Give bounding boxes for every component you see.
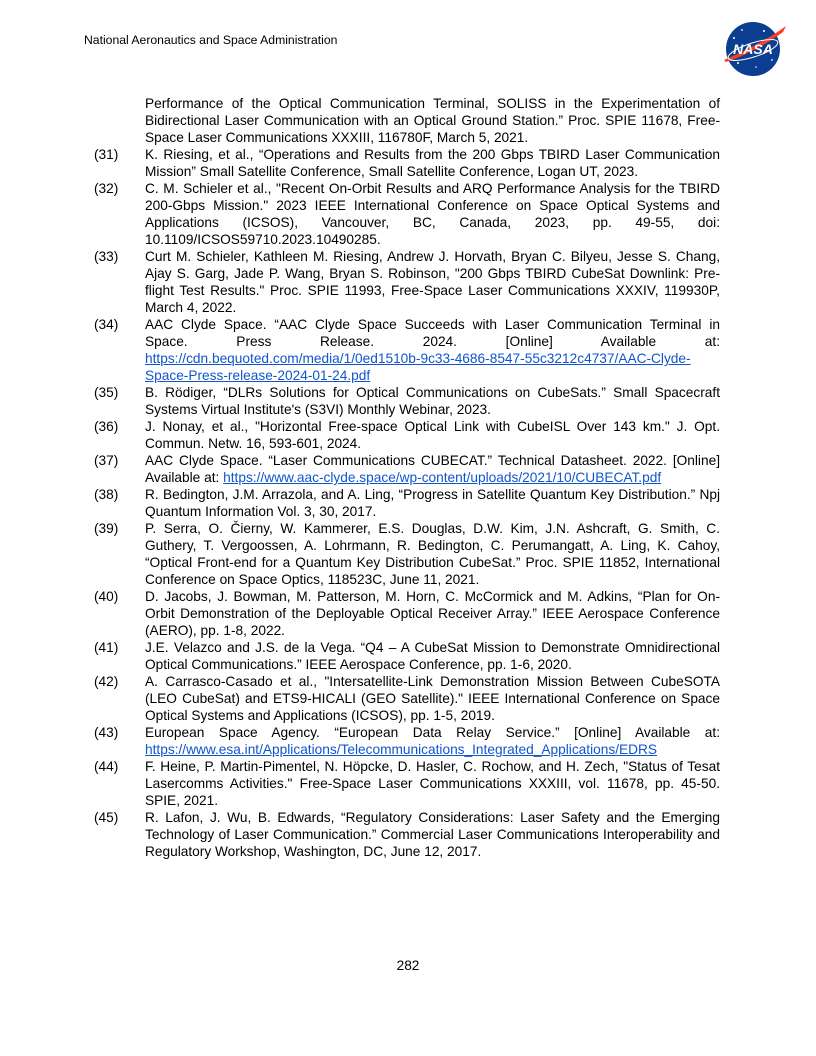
reference-text: R. Lafon, J. Wu, B. Edwards, “Regulatory Considerations: Laser Safety and the Emerging Technology of Laser Communication.” Commercial Laser Communications Interoperability and Regulatory Workshop, Washington, DC, June 12, 2017. bbox=[145, 810, 720, 859]
reference-number: (38) bbox=[94, 487, 119, 502]
reference-number: (37) bbox=[94, 453, 119, 468]
reference-text: J. Nonay, et al., "Horizontal Free-space Optical Link with CubeISL Over 143 km." J. Opt. Commun. Netw. 16, 593-601, 2024. bbox=[145, 419, 720, 451]
reference-item bbox=[94, 639, 720, 673]
reference-number: (34) bbox=[94, 317, 119, 332]
reference-number: (39) bbox=[94, 521, 119, 536]
reference-list bbox=[94, 95, 720, 860]
reference-text: P. Serra, O. Čierny, W. Kammerer, E.S. Douglas, D.W. Kim, J.N. Ashcraft, G. Smith, C. Guthery, T. Vergoossen, A. Lohrmann, R. Bedington, C. Perumangatt, A. Ling, K. Cahoy, “Optical Front-end for a Quantum Key Distribution CubeSat.” Proc. SPIE 11852, International Conference on Space Optics, 118523C, June 11, 2021. bbox=[145, 521, 720, 587]
reference-text: AAC Clyde Space. “Laser Communications CUBECAT.” Technical Datasheet. 2022. [Online] Available at: bbox=[145, 453, 720, 485]
reference-text: B. Rödiger, “DLRs Solutions for Optical Communications on CubeSats.” Small Spacecraft Systems Virtual Institute's (S3VI) Monthly Webinar, 2023. bbox=[145, 385, 720, 417]
reference-continuation bbox=[94, 95, 720, 146]
reference-number: (41) bbox=[94, 640, 119, 655]
reference-text: AAC Clyde Space. “AAC Clyde Space Succeeds with Laser Communication Terminal in Space. Press Release. 2024. [Online] Available at: bbox=[145, 317, 720, 349]
reference-text: A. Carrasco-Casado et al., "Intersatellite-Link Demonstration Mission Between CubeSOTA (LEO CubeSat) and ETS9-HICALI (GEO Satellite)." IEEE International Conference on Space Optical Systems and Applications (ICSOS), pp. 1-5, 2019. bbox=[145, 674, 720, 723]
reference-text: D. Jacobs, J. Bowman, M. Patterson, M. Horn, C. McCormick and M. Adkins, “Plan for On-Orbit Demonstration of the Deployable Optical Receiver Array.” IEEE Aerospace Conference (AERO), pp. 1-8, 2022. bbox=[145, 589, 720, 638]
reference-number: (36) bbox=[94, 419, 119, 434]
reference-text: R. Bedington, J.M. Arrazola, and A. Ling, “Progress in Satellite Quantum Key Distribution.” Npj Quantum Information Vol. 3, 30, 2017. bbox=[145, 487, 720, 519]
reference-number: (33) bbox=[94, 249, 119, 264]
reference-item bbox=[94, 809, 720, 860]
reference-number: (43) bbox=[94, 725, 119, 740]
reference-number: (44) bbox=[94, 759, 119, 774]
nasa-meatball-icon bbox=[720, 20, 788, 78]
reference-number: (40) bbox=[94, 589, 119, 604]
reference-item bbox=[94, 248, 720, 316]
reference-item bbox=[94, 758, 720, 809]
reference-item bbox=[94, 673, 720, 724]
logo-wordmark: NASA bbox=[733, 41, 773, 57]
reference-text: Performance of the Optical Communication Terminal, SOLISS in the Experimentation of Bidirectional Laser Communication with an Optical Ground Station.” Proc. SPIE 11678, Free-Space Laser Communications XXXIII, 116780F, March 5, 2021. bbox=[145, 96, 720, 145]
reference-number: (42) bbox=[94, 674, 119, 689]
reference-text: C. M. Schieler et al., "Recent On-Orbit Results and ARQ Performance Analysis for the TBIRD 200-Gbps Mission." 2023 IEEE International Conference on Space Optical Systems and Applications (ICSOS), Vancouver, BC, Canada, 2023, pp. 49-55, doi: 10.1109/ICSOS59710.2023.10490285. bbox=[145, 181, 720, 247]
reference-item bbox=[94, 520, 720, 588]
reference-item bbox=[94, 146, 720, 180]
reference-text: F. Heine, P. Martin-Pimentel, N. Höpcke, D. Hasler, C. Rochow, and H. Zech, "Status of Tesat Lasercomms Activities." Free-Space Laser Communications XXXIII, vol. 11678, pp. 45-50. SPIE, 2021. bbox=[145, 759, 720, 808]
reference-item bbox=[94, 588, 720, 639]
reference-number: (32) bbox=[94, 181, 119, 196]
reference-number: (35) bbox=[94, 385, 119, 400]
reference-item bbox=[94, 384, 720, 418]
reference-link[interactable]: https://www.esa.int/Applications/Telecommunications_Integrated_Applications/EDRS bbox=[145, 742, 658, 757]
reference-item bbox=[94, 486, 720, 520]
reference-item bbox=[94, 452, 720, 486]
reference-item bbox=[94, 316, 720, 384]
reference-link[interactable]: https://www.aac-clyde.space/wp-content/uploads/2021/10/CUBECAT.pdf bbox=[223, 470, 662, 485]
reference-text: European Space Agency. “European Data Relay Service.” [Online] Available at: bbox=[145, 725, 720, 740]
reference-text: J.E. Velazco and J.S. de la Vega. “Q4 – A CubeSat Mission to Demonstrate Omnidirectional Optical Communications.” IEEE Aerospace Conference, pp. 1-6, 2020. bbox=[145, 640, 720, 672]
reference-item bbox=[94, 724, 720, 758]
header-org-name: National Aeronautics and Space Administration bbox=[84, 33, 338, 47]
reference-item bbox=[94, 180, 720, 248]
reference-item bbox=[94, 418, 720, 452]
reference-link[interactable]: https://cdn.bequoted.com/media/1/0ed1510b-9c33-4686-8547-55c3212c4737/AAC-Clyde-Space-Press-release-2024-01-24.pdf bbox=[145, 351, 691, 383]
reference-number: (31) bbox=[94, 147, 119, 162]
nasa-logo bbox=[720, 20, 788, 78]
page-number: 282 bbox=[396, 958, 420, 973]
reference-text: Curt M. Schieler, Kathleen M. Riesing, Andrew J. Horvath, Bryan C. Bilyeu, Jesse S. Chang, Ajay S. Garg, Jade P. Wang, Bryan S. Robinson, "200 Gbps TBIRD CubeSat Downlink: Pre-flight Test Results." Proc. SPIE 11993, Free-Space Laser Communications XXXIV, 119930P, March 4, 2022. bbox=[145, 249, 720, 315]
reference-text: K. Riesing, et al., “Operations and Results from the 200 Gbps TBIRD Laser Communication Mission” Small Satellite Conference, Small Satellite Conference, Logan UT, 2023. bbox=[145, 147, 720, 179]
reference-number: (45) bbox=[94, 810, 119, 825]
